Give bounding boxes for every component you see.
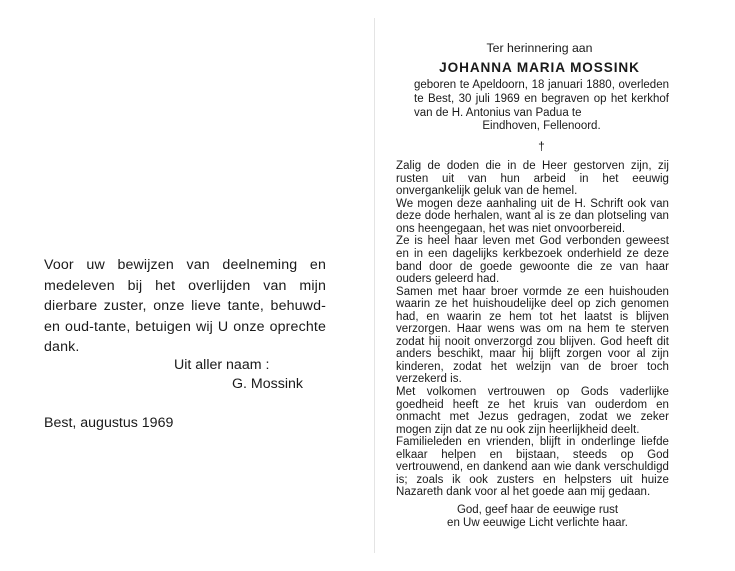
memorial-paragraph: Ze is heel haar leven met God verbonden geweest en in een dagelijks kerkbezoek onderhield ze deze band door de goede gewoonte die ze van haar ouders geleerd had. (396, 235, 669, 286)
card-fold-line (374, 18, 375, 553)
signature-name: G. Mossink (232, 376, 303, 392)
cross-icon: † (538, 139, 545, 154)
thank-you-message: Voor uw bewijzen van deelneming en medeleven bij het overlijden van mijn dierbare zuster, onze lieve tante, behuwd- en oud-tante, betuigen wij U onze oprechte dank. (44, 257, 326, 355)
biography-last-line: Eindhoven, Fellenoord. (482, 120, 601, 133)
closing-prayer (406, 504, 669, 530)
memorial-text-panel (396, 40, 669, 530)
place-date: Best, augustus 1969 (44, 415, 174, 431)
deceased-name: JOHANNA MARIA MOSSINK (439, 60, 640, 75)
memorial-paragraph: Met volkomen vertrouwen op Gods vaderlijke goedheid heeft ze het kruis van ouderdom en onmacht met Jezus gedragen, zodat we zeker mogen zijn dat ze nu ook zijn heerlijkheid deelt. (396, 386, 669, 436)
memorial-paragraph: Familieleden en vrienden, blijft in onderlinge liefde elkaar helpen en bijstaan, steeds op God vertrouwend, en dankend aan wie dank verschuldigd is; zoals ik ook zusters en helpsters uit huize Nazareth dank voor al het goede aan mij gedaan. (396, 436, 669, 499)
biography-text: geboren te Apeldoorn, 18 januari 1880, overleden te Best, 30 juli 1969 en begraven op het kerkhof van de H. Antonius van Padua te (414, 79, 669, 119)
memorial-body (396, 160, 669, 499)
signature-intro: Uit aller naam : (174, 357, 270, 373)
memorial-paragraph: We mogen deze aanhaling uit de H. Schrift ook van deze dode herhalen, want al is ze dan plotseling van ons heengegaan, het was niet onvoorbereid. (396, 197, 669, 235)
prayer-line: God, geef haar de eeuwige rust (456, 503, 619, 516)
prayer-line: en Uw eeuwige Licht verlichte haar. (447, 517, 628, 530)
memorial-paragraph: Samen met haar broer vormde ze een huishouden waarin ze het huishoudelijke deel op zich genomen had, en waarin ze hem tot het laatst is blijven verzorgen. Haar wens was om na hem te sterven zodat hij nooit onverzorgd zou blijven. God heeft dit anders beschikt, maar hij blijft zorgen voor al zijn kinderen, zodat het welzijn van de broer toch verzekerd is. (396, 285, 669, 386)
memorial-heading: Ter herinnering aan (486, 41, 593, 55)
memorial-paragraph: Zalig de doden die in de Heer gestorven zijn, zij rusten uit van hun arbeid in het eeuwig onvergankelijk geluk van de hemel. (396, 160, 669, 198)
